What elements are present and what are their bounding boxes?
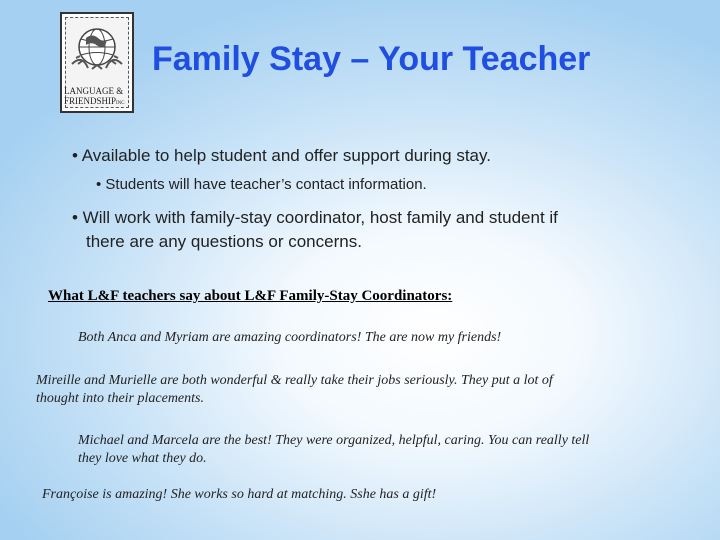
logo-text-suffix: INC: [116, 101, 125, 106]
testimonial-quote-4: [42, 486, 436, 504]
testimonial-quote-2: [36, 372, 553, 408]
bullet-coordinator-work: [72, 206, 558, 254]
quote-line: Michael and Marcela are the best! They were organized, helpful, caring. You can really tell: [78, 433, 590, 448]
quote-line: thought into their placements.: [36, 391, 204, 406]
globe-icon: [68, 20, 126, 78]
logo-text-line2: [64, 97, 132, 108]
logo-text-friendship: FRIENDSHIP: [64, 96, 117, 106]
quote-line: they love what they do.: [78, 451, 207, 466]
quote-line: Both Anca and Myriam are amazing coordinators! The are now my friends!: [78, 330, 502, 345]
page-title: Family Stay – Your Teacher: [152, 40, 591, 78]
testimonials-heading: What L&F teachers say about L&F Family-Stay Coordinators:: [48, 288, 453, 304]
testimonial-quote-1: [78, 329, 501, 347]
testimonial-quote-3: [78, 432, 589, 468]
sub-bullet-contact-info: • Students will have teacher’s contact information.: [96, 176, 427, 193]
bullet-line-2: there are any questions or concerns.: [86, 232, 362, 251]
quote-line: Françoise is amazing! She works so hard at matching. Sshe has a gift!: [42, 487, 437, 502]
company-logo: [60, 12, 134, 113]
bullet-available-support: • Available to help student and offer support during stay.: [72, 146, 491, 165]
logo-text-line1: LANGUAGE &: [64, 86, 124, 96]
bullet-line-1: • Will work with family-stay coordinator, host family and student if: [72, 208, 558, 227]
quote-line: Mireille and Murielle are both wonderful & really take their jobs seriously. They put a lot of: [36, 373, 553, 388]
